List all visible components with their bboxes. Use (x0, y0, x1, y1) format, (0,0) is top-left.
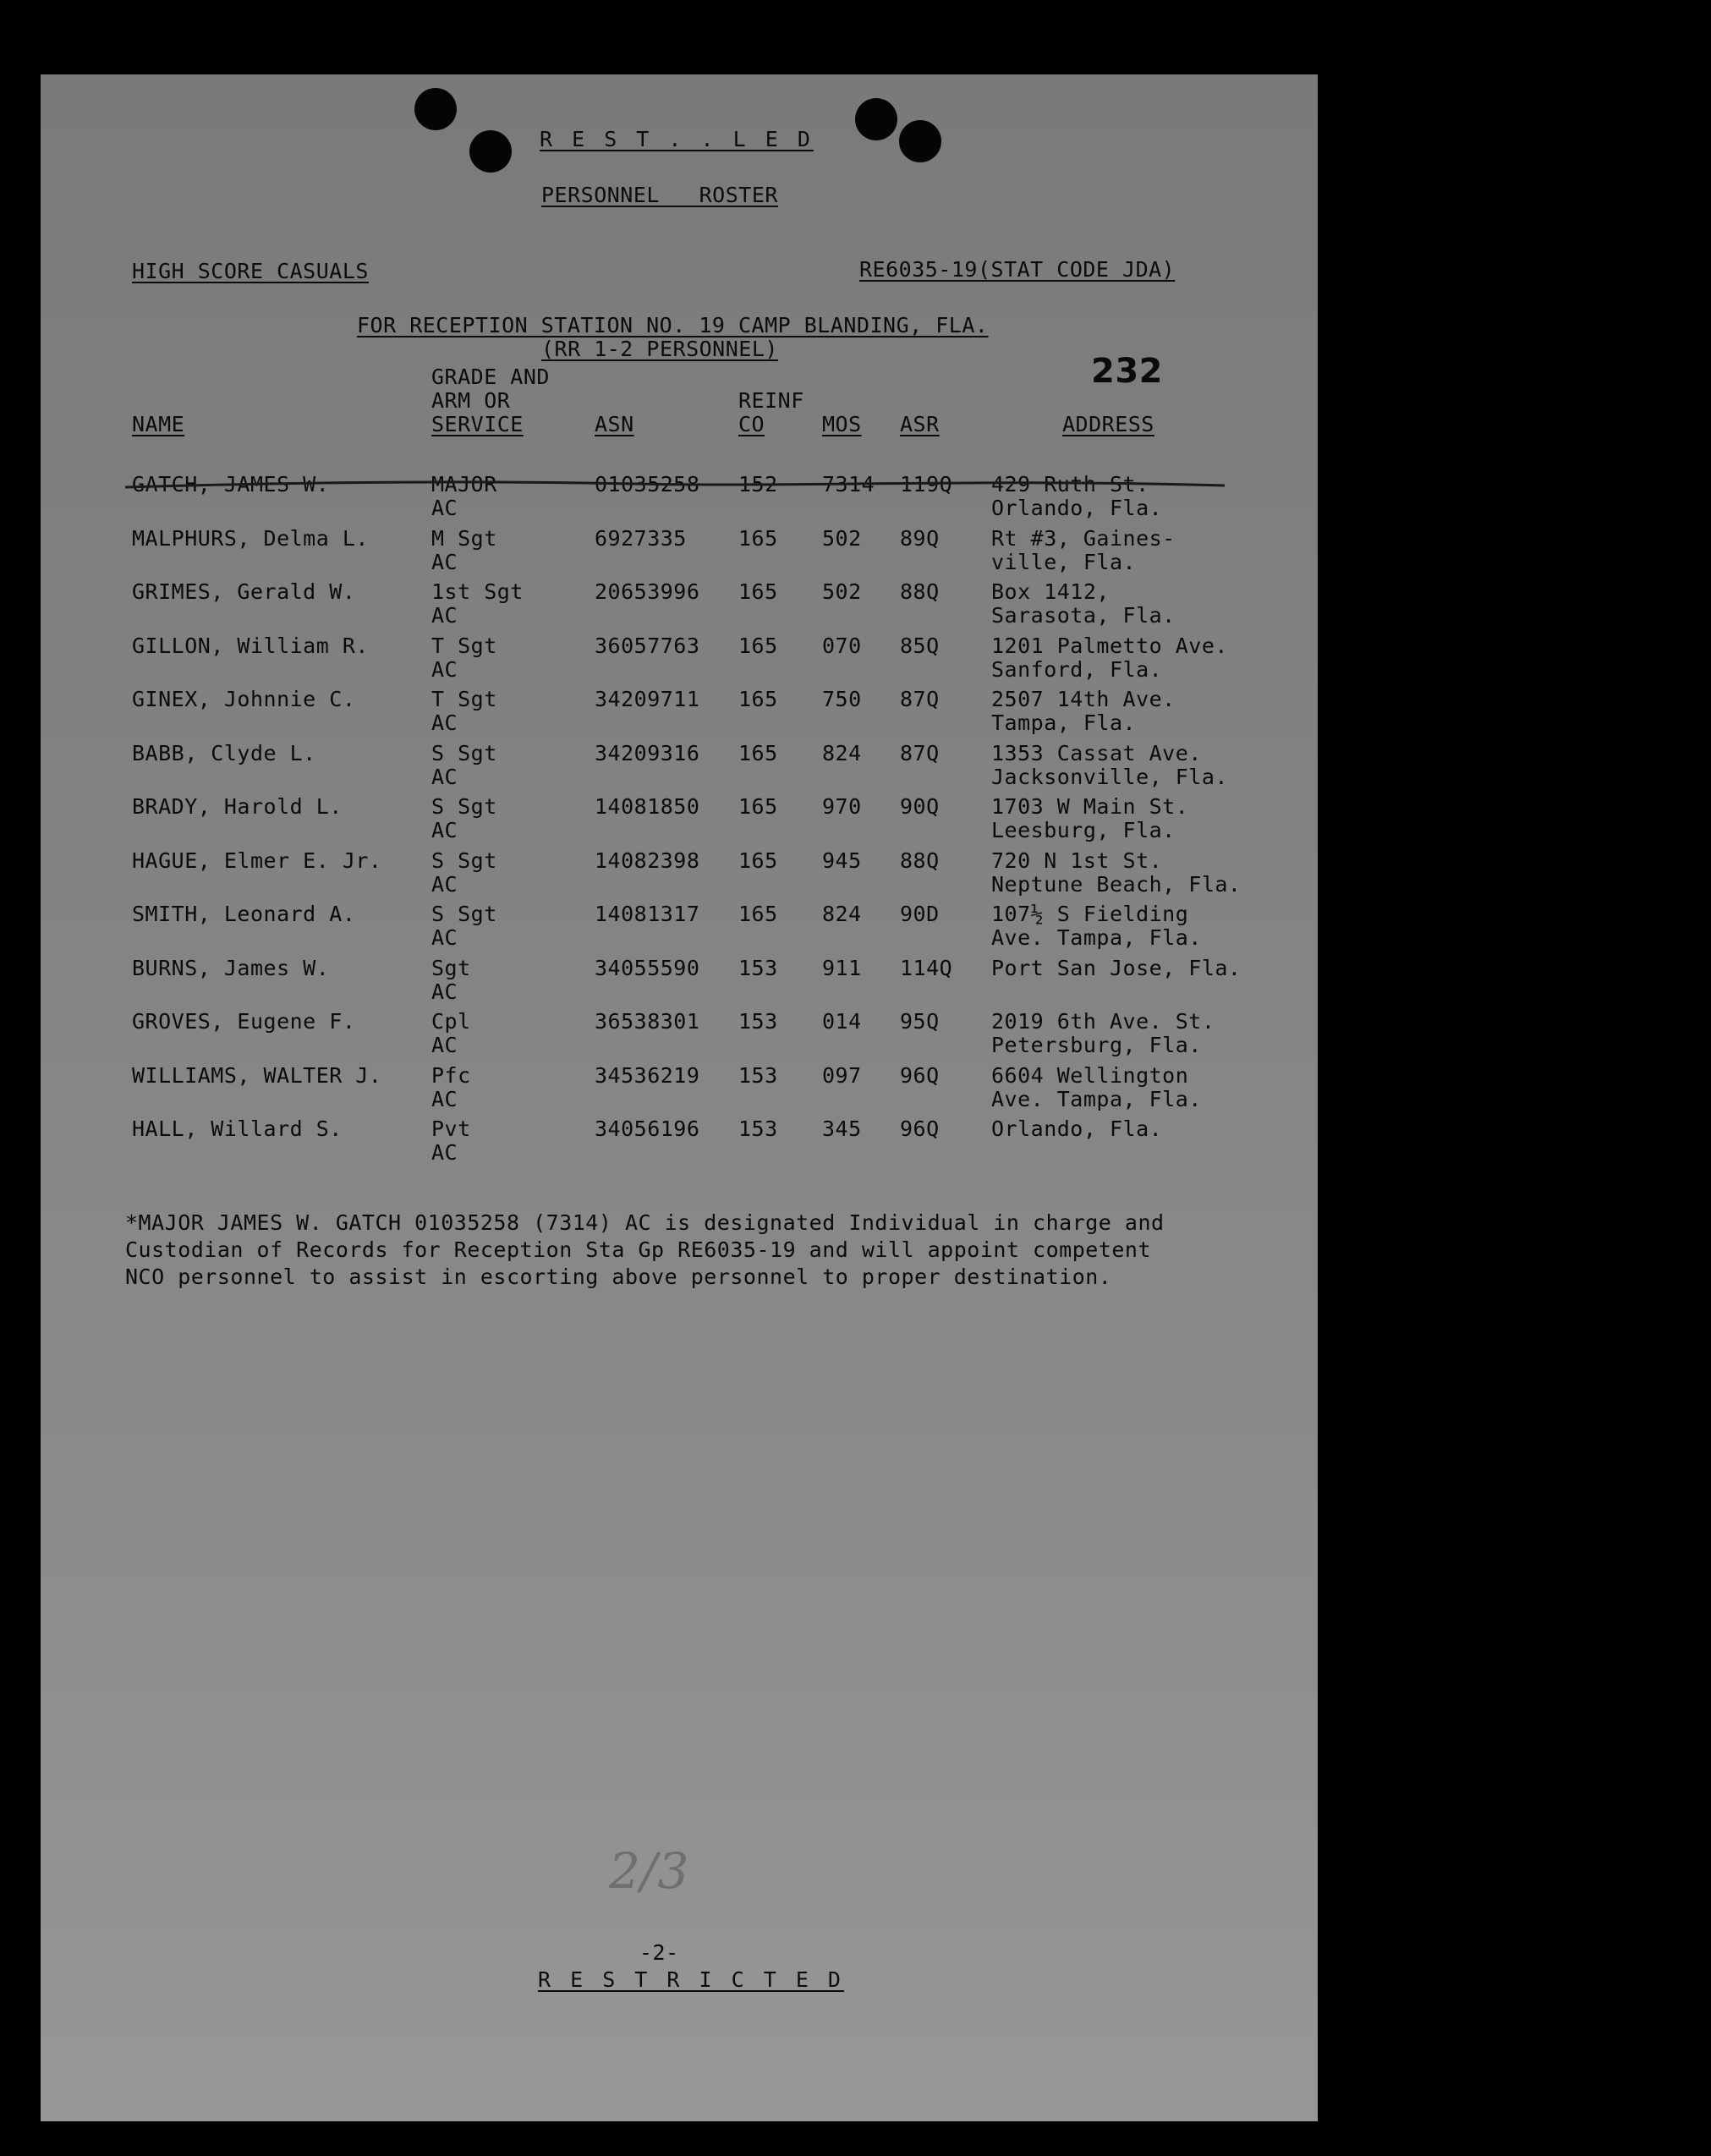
classification-bottom: R E S T R I C T E D (538, 1967, 844, 1992)
asr: 88Q (900, 579, 940, 604)
asn: 34055590 (595, 955, 700, 980)
table-row (41, 1009, 1318, 1063)
address-line-2: ville, Fla. (991, 549, 1137, 574)
grade: S Sgt (431, 848, 497, 873)
asn: 6927335 (595, 525, 687, 551)
mos: 945 (822, 848, 862, 873)
mos: 970 (822, 794, 862, 819)
col-header-grade-3: SERVICE (431, 412, 524, 436)
person-name: GRIMES, Gerald W. (132, 579, 356, 604)
table-row (41, 794, 1318, 848)
table-row (41, 472, 1318, 526)
grade: M Sgt (431, 525, 497, 551)
person-name: WILLIAMS, WALTER J. (132, 1062, 382, 1088)
mos: 911 (822, 955, 862, 980)
arm-or-service: AC (431, 1086, 458, 1111)
asr: 89Q (900, 525, 940, 551)
address-line-1: 1201 Palmetto Ave. (991, 633, 1228, 658)
arm-or-service: AC (431, 925, 458, 950)
asr: 85Q (900, 633, 940, 658)
grade: MAJOR (431, 472, 497, 496)
arm-or-service: AC (431, 764, 458, 789)
asn: 34209316 (595, 740, 700, 765)
address-line-1: 1703 W Main St. (991, 794, 1189, 819)
roster-table (41, 472, 1318, 1233)
mos: 502 (822, 525, 862, 551)
col-header-asr: ASR (900, 412, 940, 436)
person-name: BRADY, Harold L. (132, 794, 343, 819)
address-line-1: 107½ S Fielding (991, 902, 1189, 926)
reinf-co: 165 (738, 794, 778, 819)
right-heading: RE6035-19(STAT CODE JDA) (859, 257, 1176, 282)
address-line-1: Orlando, Fla. (991, 1116, 1163, 1141)
col-header-grade-1: GRADE AND (431, 365, 550, 389)
person-name: GATCH, JAMES W. (132, 472, 330, 496)
person-name: BURNS, James W. (132, 955, 330, 980)
mos: 097 (822, 1062, 862, 1088)
reinf-co: 165 (738, 902, 778, 926)
station-line: FOR RECEPTION STATION NO. 19 CAMP BLANDING, FLA. (357, 313, 989, 337)
address-line-2: Sanford, Fla. (991, 656, 1163, 682)
arm-or-service: AC (431, 818, 458, 842)
person-name: GILLON, William R. (132, 633, 369, 658)
col-header-name: NAME (132, 412, 185, 436)
address-line-1: Rt #3, Gaines- (991, 525, 1176, 551)
arm-or-service: AC (431, 979, 458, 1004)
address-line-2: Jacksonville, Fla. (991, 764, 1228, 789)
asn: 36538301 (595, 1009, 700, 1034)
reinf-co: 165 (738, 525, 778, 551)
document-page (41, 74, 1318, 2121)
address-line-1: Box 1412, (991, 579, 1110, 604)
punch-hole-left (414, 88, 457, 130)
asr: 90D (900, 902, 940, 926)
table-row (41, 579, 1318, 634)
table-row (41, 741, 1318, 795)
page-number: -2- (639, 1940, 679, 1965)
grade: 1st Sgt (431, 579, 524, 604)
reinf-co: 152 (738, 472, 778, 496)
asn: 20653996 (595, 579, 700, 604)
grade: S Sgt (431, 902, 497, 926)
table-row (41, 1063, 1318, 1117)
page-stamp: 232 (1091, 352, 1163, 391)
arm-or-service: AC (431, 1033, 458, 1057)
grade: S Sgt (431, 740, 497, 765)
col-header-address: ADDRESS (1062, 412, 1154, 436)
mos: 750 (822, 687, 862, 711)
mos: 824 (822, 902, 862, 926)
reinf-co: 153 (738, 1116, 778, 1141)
person-name: MALPHURS, Delma L. (132, 525, 369, 551)
reinf-co: 165 (738, 633, 778, 658)
grade: Pfc (431, 1062, 471, 1088)
reinf-co: 153 (738, 1009, 778, 1034)
person-name: BABB, Clyde L. (132, 740, 316, 765)
punch-hole-left-lower (469, 130, 512, 173)
classification-top: R E S T . . L E D (540, 127, 814, 151)
grade: Pvt (431, 1116, 471, 1141)
address-line-1: 6604 Wellington (991, 1062, 1189, 1088)
asn: 14082398 (595, 848, 700, 873)
person-name: GROVES, Eugene F. (132, 1009, 356, 1034)
mos: 345 (822, 1116, 862, 1141)
table-row (41, 848, 1318, 902)
asn: 34209711 (595, 687, 700, 711)
person-name: HAGUE, Elmer E. Jr. (132, 848, 382, 873)
address-line-2: Ave. Tampa, Fla. (991, 925, 1202, 950)
address-line-1: 429 Ruth St. (991, 472, 1149, 496)
asn: 14081850 (595, 794, 700, 819)
arm-or-service: AC (431, 549, 458, 574)
address-line-2: Orlando, Fla. (991, 496, 1163, 520)
address-line-2: Neptune Beach, Fla. (991, 871, 1242, 897)
table-row (41, 634, 1318, 688)
person-name: HALL, Willard S. (132, 1116, 343, 1141)
punch-hole-right-lower (899, 120, 941, 162)
address-line-2: Tampa, Fla. (991, 710, 1137, 735)
person-name: GINEX, Johnnie C. (132, 687, 356, 711)
arm-or-service: AC (431, 710, 458, 735)
grade: T Sgt (431, 633, 497, 658)
table-row (41, 902, 1318, 956)
address-line-1: 2507 14th Ave. (991, 687, 1176, 711)
address-line-1: Port San Jose, Fla. (991, 955, 1242, 980)
arm-or-service: AC (431, 656, 458, 682)
mos: 824 (822, 740, 862, 765)
table-row (41, 956, 1318, 1010)
asr: 88Q (900, 848, 940, 873)
col-header-grade-2: ARM OR (431, 388, 511, 413)
asn: 14081317 (595, 902, 700, 926)
table-row (41, 526, 1318, 580)
asr: 90Q (900, 794, 940, 819)
footnote: *MAJOR JAMES W. GATCH 01035258 (7314) AC is designated Individual in charge and Custodian of Records for Reception Sta Gp RE6035-19 and will appoint competent NCO personnel to assist in escorting above personnel to proper destination. (125, 1210, 1165, 1289)
mos: 502 (822, 579, 862, 604)
arm-or-service: AC (431, 603, 458, 628)
arm-or-service: AC (431, 1140, 458, 1165)
pencil-mark: 2/3 (609, 1842, 689, 1900)
asr: 87Q (900, 740, 940, 765)
asn: 34536219 (595, 1062, 700, 1088)
asr: 95Q (900, 1009, 940, 1034)
col-header-co-1: REINF (738, 388, 804, 413)
col-header-mos: MOS (822, 412, 862, 436)
asn: 36057763 (595, 633, 700, 658)
reinf-co: 165 (738, 740, 778, 765)
address-line-1: 720 N 1st St. (991, 848, 1163, 873)
arm-or-service: AC (431, 496, 458, 520)
address-line-1: 1353 Cassat Ave. (991, 740, 1202, 765)
table-row (41, 687, 1318, 741)
reinf-co: 165 (738, 848, 778, 873)
reinf-co: 153 (738, 1062, 778, 1088)
grade: T Sgt (431, 687, 497, 711)
address-line-2: Sarasota, Fla. (991, 603, 1176, 628)
mos: 014 (822, 1009, 862, 1034)
grade: Cpl (431, 1009, 471, 1034)
arm-or-service: AC (431, 871, 458, 897)
asn: 34056196 (595, 1116, 700, 1141)
mos: 7314 (822, 472, 875, 496)
asr: 96Q (900, 1062, 940, 1088)
col-header-co-2: CO (738, 412, 765, 436)
reinf-co: 165 (738, 579, 778, 604)
table-row (41, 1116, 1318, 1171)
address-line-2: Leesburg, Fla. (991, 818, 1176, 842)
mos: 070 (822, 633, 862, 658)
col-header-asn: ASN (595, 412, 634, 436)
asr: 114Q (900, 955, 953, 980)
grade: S Sgt (431, 794, 497, 819)
asn: 01035258 (595, 472, 700, 496)
asr: 119Q (900, 472, 953, 496)
person-name: SMITH, Leonard A. (132, 902, 356, 926)
asr: 96Q (900, 1116, 940, 1141)
address-line-2: Ave. Tampa, Fla. (991, 1086, 1202, 1111)
punch-hole-right (855, 98, 897, 140)
address-line-2: Petersburg, Fla. (991, 1033, 1202, 1057)
reinf-co: 153 (738, 955, 778, 980)
grade: Sgt (431, 955, 471, 980)
sub-line: (RR 1-2 PERSONNEL) (541, 337, 778, 361)
asr: 87Q (900, 687, 940, 711)
reinf-co: 165 (738, 687, 778, 711)
address-line-1: 2019 6th Ave. St. (991, 1009, 1215, 1034)
left-heading: HIGH SCORE CASUALS (132, 259, 369, 283)
roster-title: PERSONNEL ROSTER (541, 183, 778, 207)
